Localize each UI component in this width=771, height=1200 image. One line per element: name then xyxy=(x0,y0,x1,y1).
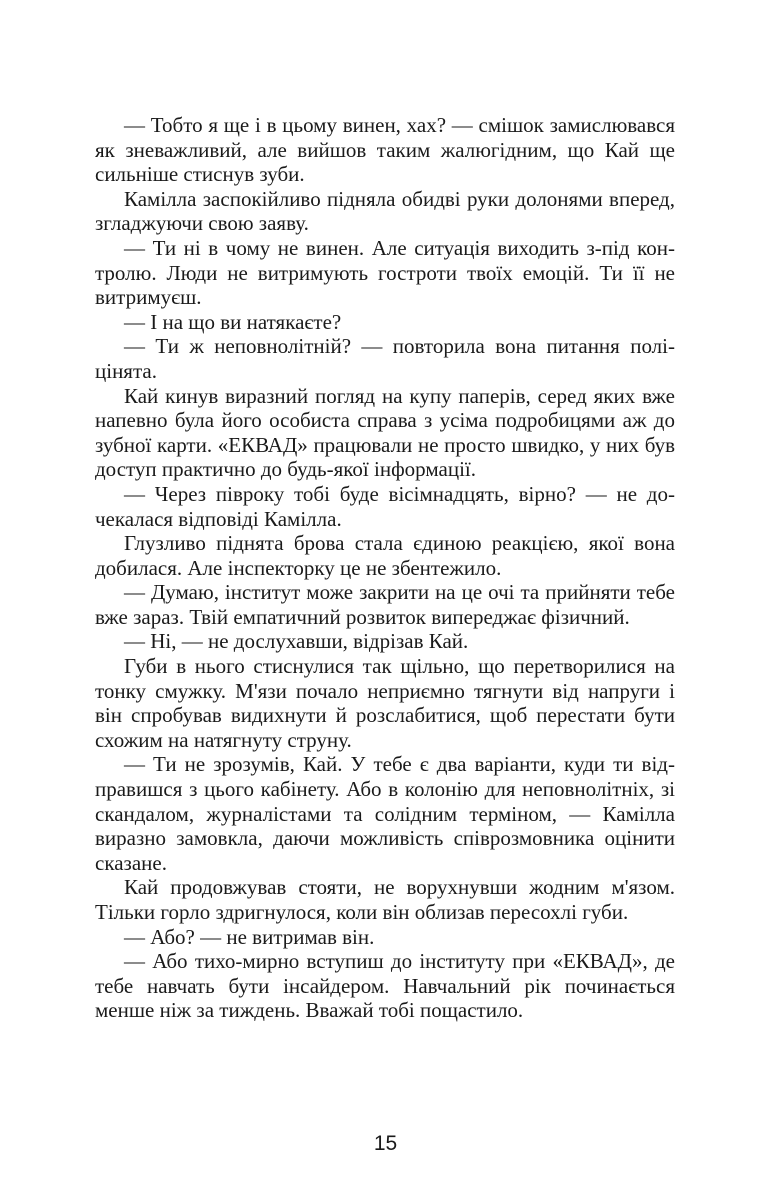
paragraph: — І на що ви натякаєте? xyxy=(124,309,342,334)
paragraph: — Ні, — не дослухавши, відрізав Кай. xyxy=(124,629,469,654)
paragraph: — Ти не зрозумів, Кай. У тебе є два варіанти, куди ти відправишся з цього кабінету. Або в колонію для неповнолітніх, зі скандалом, журналістами та солідним терміном, — Камілла виразно замовкла, даючи можливість співрозмовника оцінити сказане. xyxy=(95,752,675,875)
body-text xyxy=(95,113,675,1023)
paragraph: Камілла заспокійливо підняла обидві руки долонями вперед, згладжуючи свою заяву. xyxy=(95,186,675,236)
paragraph: — Ти ж неповнолітній? — повторила вона питання поліцінята. xyxy=(95,334,675,383)
paragraph: Кай продовжував стояти, не ворухнувши жодним м'язом. Тільки горло здригнулося, коли він облизав пересохлі губи. xyxy=(95,875,675,924)
paragraph: — Ти ні в чому не винен. Але ситуація виходить з-під контролю. Люди не витримують гостроти твоїх емоцій. Ти її не витримуєш. xyxy=(95,235,675,310)
paragraph: — Через півроку тобі буде вісімнадцять, вірно? — не дочекалася відповіді Камілла. xyxy=(95,481,675,531)
paragraph: — Думаю, інститут може закрити на це очі та прийняти тебе вже зараз. Твій емпатичний розвиток випереджає фізичний. xyxy=(95,580,675,629)
paragraph: Кай кинув виразний погляд на купу паперів, серед яких вже напевно була його особиста справа з усіма подробицями аж до зубної карти. «ЕКВАД» працювали не просто швидко, у них був доступ практично до будь-якої інформації. xyxy=(95,383,675,482)
paragraph: Глузливо піднята брова стала єдиною реакцією, якої вона добилася. Але інспекторку це не збентежило. xyxy=(95,531,675,580)
paragraph: — Або? — не витримав він. xyxy=(124,924,375,949)
page-number: 15 xyxy=(373,1132,398,1155)
paragraph: — Або тихо-мирно вступиш до інституту при «ЕКВАД», де тебе навчать бути інсайдером. Навчальний рік починається менше ніж за тиждень. Вважай тобі пощастило. xyxy=(95,949,675,1023)
paragraph: Губи в нього стиснулися так щільно, що перетворилися на тонку смужку. М'язи почало неприємно тягнути від напруги і він спробував видихнути й розслабитися, щоб перестати бути схожим на натягнуту струну. xyxy=(95,654,675,752)
paragraph: — Тобто я ще і в цьому винен, хах? — смішок замислювався як зневажливий, але вийшов таким жалюгідним, що Кай ще сильніше стиснув зуби. xyxy=(95,113,675,187)
